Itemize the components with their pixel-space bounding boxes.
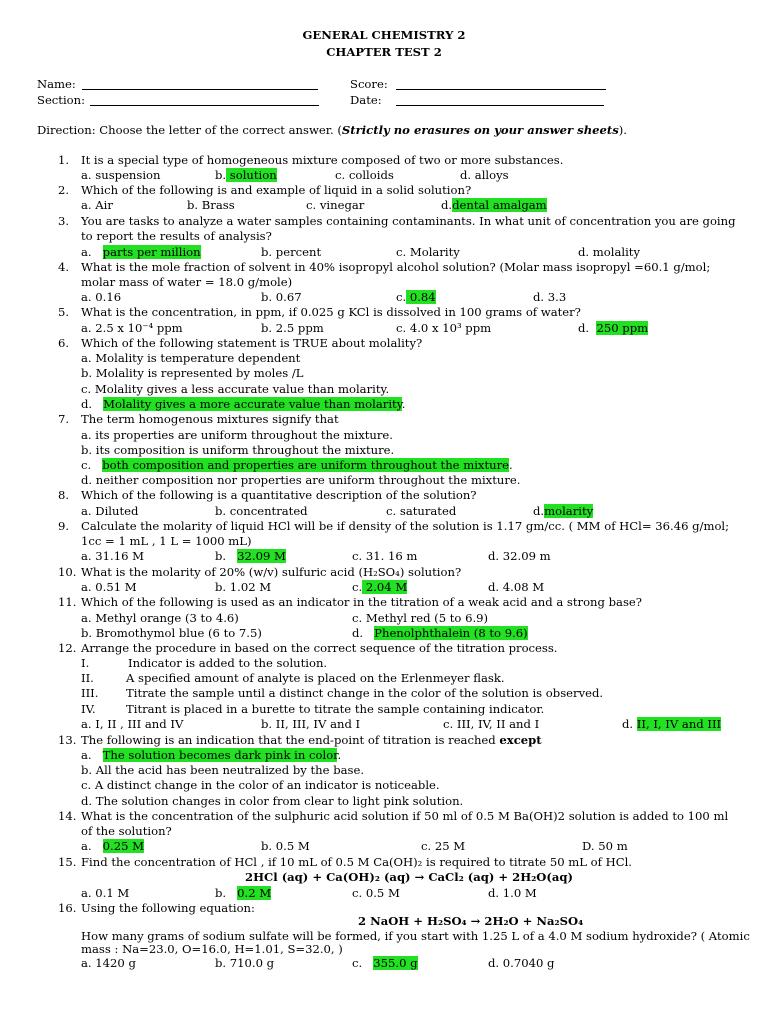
q12-step-4: Titrant is placed in a burette to titrate the sample containing indicator. [126,702,545,716]
name-field-line[interactable] [82,89,318,90]
q10-option-a: a. 0.51 M [81,580,137,594]
q2-text: Which of the following is and example of liquid in a solid solution? [81,183,472,197]
q12-step-2: A specified amount of analyte is placed on the Erlenmeyer flask. [126,671,505,685]
q3-text-line2: to report the results of analysis? [81,229,272,243]
q6-option-a: a. Molality is temperature dependent [81,351,301,365]
q15-option-b: b. 0.2 M [215,886,272,900]
q6-option-c: c. Molality gives a less accurate value than molarity. [81,382,390,396]
q16-text: Using the following equation: [81,901,255,915]
q6-option-d: d. Molality gives a more accurate value than molarity. [81,397,406,411]
q3-text-line1: You are tasks to analyze a water samples containing contaminants. In what unit of concentration you are going [81,214,736,228]
q5-option-c: c. 4.0 x 10³ ppm [396,321,492,335]
q16-equation: 2 NaOH + H₂SO₄ → 2H₂O + Na₂SO₄ [358,914,584,928]
q8-text: Which of the following is a quantitative description of the solution? [81,488,477,502]
q12-text: Arrange the procedure in based on the correct sequence of the titration process. [81,641,558,655]
answer-highlight: 0.84 [406,290,436,304]
q3-option-b: b. percent [261,245,322,259]
q11-option-b: b. Bromothymol blue (6 to 7.5) [81,626,262,640]
q10-option-c: c. 2.04 M [352,580,408,594]
answer-highlight: 250 ppm [596,321,649,335]
q5-option-b: b. 2.5 ppm [261,321,324,335]
q16-option-c: c. 355.0 g [352,956,418,970]
q13-number: 13. [58,733,77,747]
answer-highlight: The solution becomes dark pink in color [102,748,338,762]
q16-number: 16. [58,901,77,915]
q12-option-b: b. II, III, IV and I [261,717,361,731]
q1-option-c: c. colloids [335,168,394,182]
q9-text-line1: Calculate the molarity of liquid HCl will be if density of the solution is 1.17 gm/cc. ( MM of HCl= 36.46 g/mol; [81,519,730,533]
date-field-line[interactable] [396,105,604,106]
q8-option-a: a. Diluted [81,504,139,518]
section-field-line[interactable] [90,105,319,106]
answer-highlight: molarity [544,504,594,518]
q7-number: 7. [58,412,70,426]
section-label: Section: [37,93,86,107]
q2-number: 2. [58,183,70,197]
q10-option-b: b. 1.02 M [215,580,272,594]
answer-highlight: 0.25 M [102,839,145,853]
q12-step-3: Titrate the sample until a distinct change in the color of the solution is observed. [126,686,604,700]
q11-option-d: d. Phenolphthalein (8 to 9.6) [352,626,528,640]
q12-step-1-number: I. [81,656,90,670]
q15-number: 15. [58,855,77,869]
answer-highlight: 32.09 M [237,549,286,563]
q15-text: Find the concentration of HCl , if 10 mL of 0.5 M Ca(OH)₂ is required to titrate 50 mL of HCl. [81,855,632,869]
q11-text: Which of the following is used as an indicator in the titration of a weak acid and a strong base? [81,595,642,609]
q3-option-c: c. Molarity [396,245,460,259]
q16-option-b: b. 710.0 g [215,956,275,970]
q8-option-b: b. concentrated [215,504,308,518]
q7-option-d: d. neither composition nor properties are uniform throughout the mixture. [81,473,521,487]
score-field-line[interactable] [396,89,606,90]
q7-option-b: b. its composition is uniform throughout the mixture. [81,443,395,457]
q4-option-d: d. 3.3 [533,290,567,304]
q16-option-d: d. 0.7040 g [488,956,555,970]
q16-text-line2: How many grams of sodium sulfate will be formed, if you start with 1.25 L of a 4.0 M sodium hydroxide? ( Atomic [81,929,750,943]
page-subtitle: CHAPTER TEST 2 [326,45,442,59]
q15-option-a: a. 0.1 M [81,886,130,900]
q12-option-d: d. II, I, IV and III [622,717,722,731]
q4-text-line2: molar mass of water = 18.0 g/mole) [81,275,293,289]
answer-highlight: dental amalgam [452,198,547,212]
score-label: Score: [350,77,388,91]
q14-option-a: a. 0.25 M [81,839,145,853]
q2-option-c: c. vinegar [306,198,365,212]
q12-step-1: Indicator is added to the solution. [128,656,328,670]
q5-option-a: a. 2.5 x 10⁻⁴ ppm [81,321,183,335]
answer-highlight: both composition and properties are uniform throughout the mixture [102,458,509,472]
q6-number: 6. [58,336,70,350]
q5-number: 5. [58,305,70,319]
q1-option-d: d. alloys [460,168,509,182]
q6-text: Which of the following statement is TRUE about molality? [81,336,423,350]
q8-option-d: d.molarity [533,504,594,518]
answer-highlight: 0.2 M [237,886,272,900]
q12-number: 12. [58,641,77,655]
q13-option-d: d. The solution changes in color from clear to light pink solution. [81,794,464,808]
q13-option-a: a. The solution becomes dark pink in color. [81,748,342,762]
q5-text: What is the concentration, in ppm, if 0.025 g KCl is dissolved in 100 grams of water? [81,305,581,319]
q9-option-b: b. 32.09 M [215,549,286,563]
q5-option-d: d. 250 ppm [578,321,649,335]
answer-highlight: II, I, IV and III [636,717,722,731]
q13-option-b: b. All the acid has been neutralized by the base. [81,763,365,777]
q11-number: 11. [58,595,77,609]
q11-option-a: a. Methyl orange (3 to 4.6) [81,611,239,625]
q14-text-line1: What is the concentration of the sulphuric acid solution if 50 ml of 0.5 M Ba(OH)2 solution is added to 100 ml [81,809,729,823]
q10-text: What is the molarity of 20% (w/v) sulfuric acid (H₂SO₄) solution? [81,565,462,579]
q12-option-a: a. I, II , III and IV [81,717,184,731]
date-label: Date: [350,93,382,107]
q12-step-4-number: IV. [81,702,96,716]
q9-option-a: a. 31.16 M [81,549,145,563]
q15-option-c: c. 0.5 M [352,886,400,900]
q11-option-c: c. Methyl red (5 to 6.9) [352,611,489,625]
q14-text-line2: of the solution? [81,824,172,838]
q16-option-a: a. 1420 g [81,956,136,970]
q4-option-a: a. 0.16 [81,290,122,304]
q3-number: 3. [58,214,70,228]
answer-highlight: Molality gives a more accurate value than molarity [103,397,402,411]
q14-option-c: c. 25 M [421,839,466,853]
q13-option-c: c. A distinct change in the color of an indicator is noticeable. [81,778,440,792]
q1-text: It is a special type of homogeneous mixture composed of two or more substances. [81,153,564,167]
q4-text-line1: What is the mole fraction of solvent in 40% isopropyl alcohol solution? (Molar mass isopropyl =60.1 g/mol; [81,260,711,274]
q4-number: 4. [58,260,70,274]
q3-option-d: d. molality [578,245,641,259]
name-label: Name: [37,77,76,91]
answer-highlight: 355.0 g [373,956,418,970]
q6-option-b: b. Molality is represented by moles /L [81,366,304,380]
answer-highlight: solution [226,168,277,182]
q9-text-line2: 1cc = 1 mL , 1 L = 1000 mL) [81,534,252,548]
q10-option-d: d. 4.08 M [488,580,545,594]
q8-number: 8. [58,488,70,502]
q12-step-2-number: II. [81,671,94,685]
q4-option-c: c. 0.84 [396,290,436,304]
q12-step-3-number: III. [81,686,99,700]
q16-text-line3: mass : Na=23.0, O=16.0, H=1.01, S=32.0, ) [81,942,343,956]
q2-option-b: b. Brass [187,198,235,212]
direction-text: Direction: Choose the letter of the correct answer. (Strictly no erasures on your answer sheets). [37,123,627,137]
q15-option-d: d. 1.0 M [488,886,537,900]
q2-option-a: a. Air [81,198,113,212]
q1-option-a: a. suspension [81,168,161,182]
q9-option-d: d. 32.09 m [488,549,551,563]
q14-option-b: b. 0.5 M [261,839,310,853]
q13-text: The following is an indication that the end-point of titration is reached except [81,733,542,747]
q3-option-a: a. parts per million [81,245,201,259]
q15-equation: 2HCl (aq) + Ca(OH)₂ (aq) → CaCl₂ (aq) + 2H₂O(aq) [245,870,573,884]
q9-option-c: c. 31. 16 m [352,549,418,563]
answer-highlight: parts per million [102,245,201,259]
q10-number: 10. [58,565,77,579]
q7-option-a: a. its properties are uniform throughout the mixture. [81,428,393,442]
q12-option-c: c. III, IV, II and I [443,717,540,731]
q7-option-c: c. both composition and properties are uniform throughout the mixture. [81,458,513,472]
q14-number: 14. [58,809,77,823]
answer-highlight: Phenolphthalein (8 to 9.6) [374,626,528,640]
q8-option-c: c. saturated [386,504,457,518]
q2-option-d: d.dental amalgam [441,198,547,212]
page-title: GENERAL CHEMISTRY 2 [302,28,466,42]
q9-number: 9. [58,519,70,533]
q4-option-b: b. 0.67 [261,290,302,304]
q7-text: The term homogenous mixtures signify that [81,412,339,426]
q14-option-d: D. 50 m [582,839,628,853]
q1-option-b: b. solution [215,168,277,182]
q1-number: 1. [58,153,70,167]
answer-highlight: 2.04 M [362,580,408,594]
